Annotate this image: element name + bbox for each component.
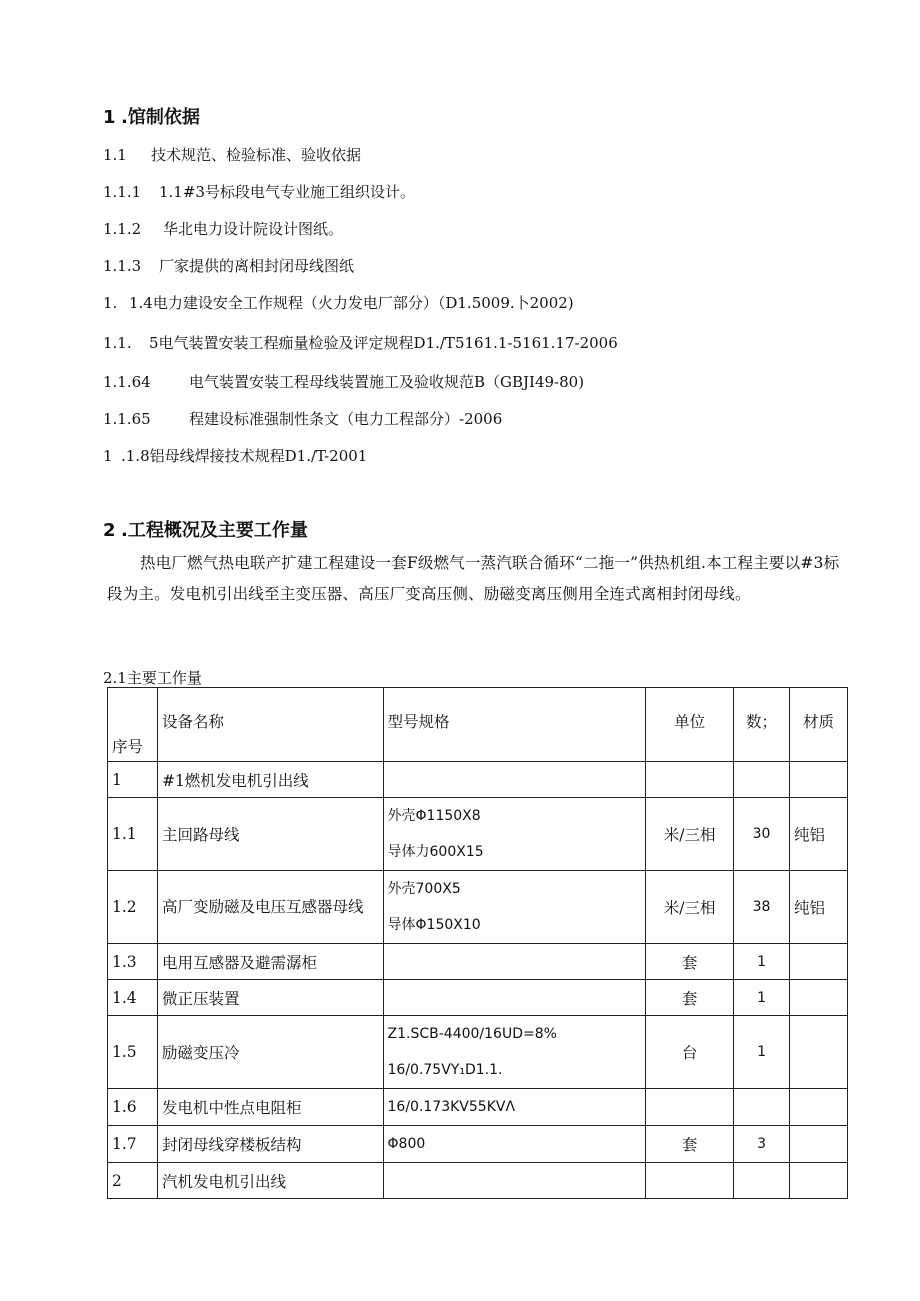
cell-seq: 1.2 xyxy=(108,871,158,944)
cell-seq: 1.5 xyxy=(108,1016,158,1089)
spec-line: 16/0.75VY₁D1.1. xyxy=(387,1062,503,1078)
ref-number: 1 xyxy=(103,447,113,465)
spec-line: Z1.SCB-4400/16UD=8% xyxy=(387,1026,557,1042)
cell-spec xyxy=(383,980,646,1016)
cell-name: 汽机发电机引出线 xyxy=(157,1163,383,1199)
ref-text: 1.4电力建设安全工作规程（火力发电厂部分）（D1.5009.卜2002) xyxy=(129,294,574,312)
ref-text: 厂家提供的离相封闭母线图纸 xyxy=(159,257,355,275)
ref-text: 电气装置安装工程母线装置施工及验收规范B（GBJI49-80) xyxy=(189,373,585,391)
table-header-row xyxy=(108,688,848,762)
cell-unit: 套 xyxy=(646,1126,734,1163)
cell-unit: 台 xyxy=(646,1016,734,1089)
cell-material xyxy=(790,1163,848,1199)
table-row xyxy=(108,944,848,980)
cell-unit: 套 xyxy=(646,944,734,980)
cell-qty: 1 xyxy=(734,980,790,1016)
header-qty: 数； xyxy=(734,688,790,762)
table-row xyxy=(108,980,848,1016)
table-row xyxy=(108,1163,848,1199)
cell-name: 高厂变励磁及电压互感器母线 xyxy=(157,871,383,944)
table-row xyxy=(108,871,848,944)
ref-number: 1. xyxy=(103,294,118,312)
cell-qty: 30 xyxy=(734,798,790,871)
cell-material xyxy=(790,944,848,980)
cell-qty xyxy=(734,1163,790,1199)
ref-text: 华北电力设计院设计图纸。 xyxy=(163,220,344,238)
ref-text: 技术规范、检验标准、验收依据 xyxy=(151,146,362,164)
ref-text: 程建设标准强制性条文（电力工程部分）-2006 xyxy=(189,410,503,428)
section-1-heading xyxy=(103,103,200,129)
cell-spec xyxy=(383,944,646,980)
spec-line: 导体力600X15 xyxy=(387,844,484,860)
cell-spec xyxy=(383,1163,646,1199)
section-2-number: 2 xyxy=(103,520,116,541)
cell-qty xyxy=(734,762,790,798)
header-unit: 单位 xyxy=(646,688,734,762)
cell-seq: 2 xyxy=(108,1163,158,1199)
header-spec: 型号规格 xyxy=(383,688,646,762)
cell-spec xyxy=(383,1126,646,1163)
cell-seq: 1.6 xyxy=(108,1089,158,1126)
ref-number: 1.1.3 xyxy=(103,257,142,275)
section-1-number: 1 xyxy=(103,107,116,128)
cell-unit: 米/三相 xyxy=(646,798,734,871)
section-1-title: .馆制依据 xyxy=(121,107,200,128)
table-row xyxy=(108,1089,848,1126)
section-2-heading xyxy=(103,516,308,542)
cell-qty: 1 xyxy=(734,944,790,980)
table-row xyxy=(108,762,848,798)
header-material: 材质 xyxy=(790,688,848,762)
spec-line: 外壳700X5 xyxy=(387,881,461,897)
ref-number: 1.1 xyxy=(103,146,127,164)
cell-seq: 1 xyxy=(108,762,158,798)
cell-seq: 1.4 xyxy=(108,980,158,1016)
table-row xyxy=(108,798,848,871)
ref-text: 1.1#3号标段电气专业施工组织设计。 xyxy=(159,183,415,201)
cell-material xyxy=(790,1089,848,1126)
cell-qty: 1 xyxy=(734,1016,790,1089)
table-row xyxy=(108,1126,848,1163)
table-caption: 2.1主要工作量 xyxy=(103,669,202,687)
project-overview-paragraph: 热电厂燃气热电联产扩建工程建设一套F级燃气一蒸汽联合循环“二拖一”供热机组.本工程主要以#3标段为主。发电机引出线至主变压器、高压厂变高压侧、励磁变离压侧用全连式离相封闭母线。 xyxy=(107,554,840,603)
cell-seq: 1.3 xyxy=(108,944,158,980)
cell-material xyxy=(790,1016,848,1089)
cell-name: 封闭母线穿楼板结构 xyxy=(157,1126,383,1163)
spec-line: Φ800 xyxy=(387,1136,426,1152)
cell-seq: 1.7 xyxy=(108,1126,158,1163)
cell-name: 电用互感器及避需潺柜 xyxy=(157,944,383,980)
spec-line: 16/0.173KV55KVΛ xyxy=(387,1099,516,1115)
cell-material xyxy=(790,762,848,798)
cell-seq: 1.1 xyxy=(108,798,158,871)
ref-number: 1.1.1 xyxy=(103,183,142,201)
cell-qty xyxy=(734,1089,790,1126)
cell-unit: 套 xyxy=(646,980,734,1016)
header-name: 设备名称 xyxy=(157,688,383,762)
cell-spec xyxy=(383,871,646,944)
cell-material xyxy=(790,1126,848,1163)
cell-name: #1燃机发电机引出线 xyxy=(157,762,383,798)
cell-unit xyxy=(646,762,734,798)
cell-unit xyxy=(646,1163,734,1199)
cell-spec xyxy=(383,1016,646,1089)
cell-qty: 3 xyxy=(734,1126,790,1163)
cell-name: 主回路母线 xyxy=(157,798,383,871)
section-2-title: .工程概况及主要工作量 xyxy=(121,520,308,541)
cell-material: 纯铝 xyxy=(790,798,848,871)
cell-material xyxy=(790,980,848,1016)
workload-table xyxy=(107,687,848,1199)
ref-number: 1.1. xyxy=(103,334,132,352)
spec-line: 导体Φ150X10 xyxy=(387,917,481,933)
ref-text: 5电气装置安装工程痂量检验及评定规程D1./T5161.1-5161.17-2006 xyxy=(149,334,618,352)
header-seq: 序号 xyxy=(108,688,158,762)
table-row xyxy=(108,1016,848,1089)
cell-spec xyxy=(383,762,646,798)
cell-spec xyxy=(383,1089,646,1126)
cell-name: 励磁变压冷 xyxy=(157,1016,383,1089)
cell-name: 发电机中性点电阻柜 xyxy=(157,1089,383,1126)
ref-number: 1.1.2 xyxy=(103,220,142,238)
spec-line: 外壳Φ1150X8 xyxy=(387,808,481,824)
cell-qty: 38 xyxy=(734,871,790,944)
ref-number: 1.1.64 xyxy=(103,373,151,391)
cell-unit xyxy=(646,1089,734,1126)
ref-text: .1.8铝母线焊接技术规程D1./T-2001 xyxy=(121,447,368,465)
cell-spec xyxy=(383,798,646,871)
cell-name: 微正压装置 xyxy=(157,980,383,1016)
ref-number: 1.1.65 xyxy=(103,410,151,428)
cell-material: 纯铝 xyxy=(790,871,848,944)
cell-unit: 米/三相 xyxy=(646,871,734,944)
